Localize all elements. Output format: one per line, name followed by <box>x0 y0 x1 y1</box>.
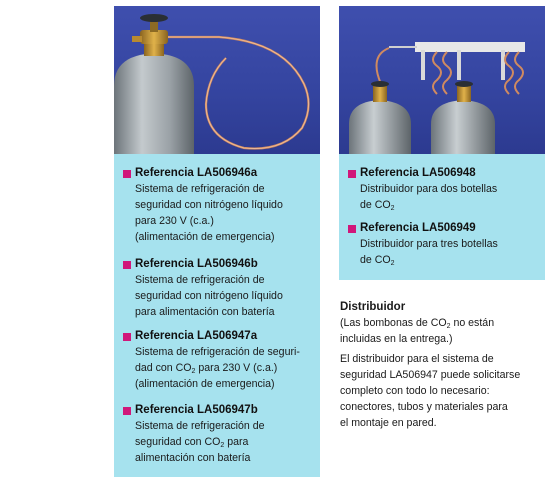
bullet-square-icon <box>123 407 131 415</box>
description-line: de $CO_2$ <box>360 199 395 212</box>
description-line: para alimentación con batería <box>135 306 275 318</box>
product-reference: Referencia LA506947a <box>135 330 258 342</box>
products-panel-left <box>114 154 320 477</box>
note-line: (Las bombonas de $CO_2$ no están <box>340 317 495 330</box>
bullet-square-icon <box>348 225 356 233</box>
description-line: (alimentación de emergencia) <box>135 231 275 243</box>
description-line: (alimentación de emergencia) <box>135 378 275 390</box>
description-line: de $CO_2$ <box>360 254 395 267</box>
bullet-square-icon <box>123 333 131 341</box>
product-entry <box>123 257 318 320</box>
description-line: alimentación con batería <box>135 452 251 464</box>
description-line: Distribuidor para tres botellas <box>360 238 498 250</box>
distributor-section <box>340 300 545 431</box>
product-entry <box>123 403 318 466</box>
body-line: el montaje en pared. <box>340 417 437 429</box>
body-line: conectores, tubos y materiales para <box>340 401 508 413</box>
section-note <box>340 315 545 347</box>
description-line: Sistema de refrigeración de seguri- <box>135 346 300 358</box>
product-entry <box>348 221 543 268</box>
product-reference: Referencia LA506948 <box>360 167 476 179</box>
description-line: para 230 V (c.a.) <box>135 215 214 227</box>
section-title: Distribuidor <box>340 301 406 313</box>
description-line: dad con $CO_2$ para 230 V (c.a.) <box>135 362 278 375</box>
bullet-square-icon <box>123 261 131 269</box>
product-description <box>123 344 318 392</box>
bullet-square-icon <box>123 170 131 178</box>
product-description <box>123 272 318 320</box>
products-panel-right <box>339 154 545 280</box>
body-line: El distribuidor para el sistema de <box>340 353 494 365</box>
photo-cylinder-with-valve <box>114 6 320 154</box>
description-line: Sistema de refrigeración de <box>135 183 265 195</box>
photo-distributor-with-two-cylinders <box>339 6 545 154</box>
product-reference: Referencia LA506949 <box>360 222 476 234</box>
bullet-square-icon <box>348 170 356 178</box>
product-entry <box>123 329 318 392</box>
description-line: seguridad con nitrógeno líquido <box>135 290 283 302</box>
product-description <box>348 181 543 213</box>
product-entry <box>123 166 318 245</box>
product-reference: Referencia LA506947b <box>135 404 258 416</box>
description-line: seguridad con nitrógeno líquido <box>135 199 283 211</box>
section-body <box>340 351 545 431</box>
product-reference: Referencia LA506946a <box>135 167 258 179</box>
product-reference: Referencia LA506946b <box>135 258 258 270</box>
note-line: incluidas en la entrega.) <box>340 333 453 345</box>
body-line: seguridad LA506947 puede solicitarse <box>340 369 521 381</box>
description-line: Distribuidor para dos botellas <box>360 183 498 195</box>
product-description <box>348 236 543 268</box>
product-entry <box>348 166 543 213</box>
body-line: completo con todo lo necesario: <box>340 385 490 397</box>
description-line: seguridad con $CO_2$ para <box>135 436 249 449</box>
description-line: Sistema de refrigeración de <box>135 420 265 432</box>
description-line: Sistema de refrigeración de <box>135 274 265 286</box>
product-description <box>123 181 318 245</box>
product-description <box>123 418 318 466</box>
